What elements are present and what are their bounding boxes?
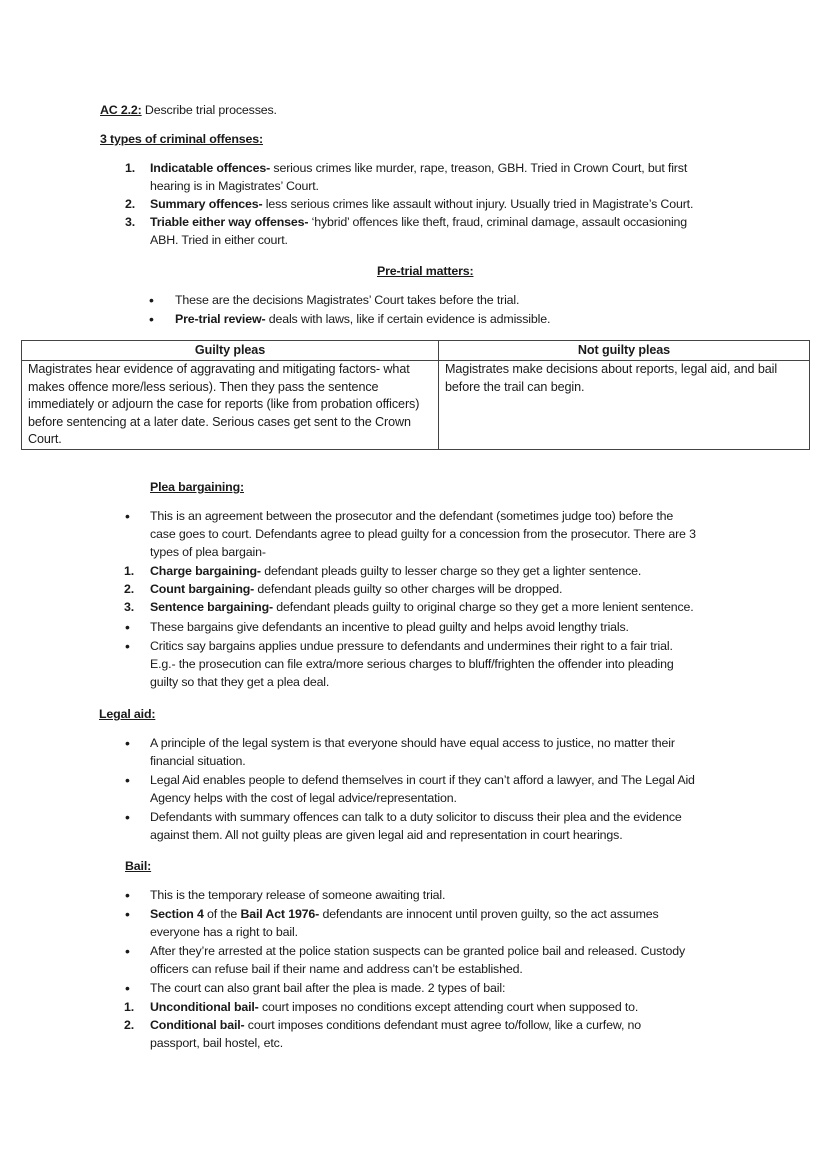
list-number: 2. [124, 1018, 135, 1032]
term: Section 4 [150, 907, 204, 921]
list-item [150, 195, 693, 213]
list-number: 2. [124, 582, 135, 596]
ac-heading [100, 101, 277, 119]
list-item-cont: E.g.- the prosecution can file extra/more serious charges to bluff/frighten the offender into pleading [150, 657, 674, 671]
term: Bail Act 1976- [240, 907, 320, 921]
list-item [150, 598, 694, 616]
ac-label: AC 2.2: [100, 103, 142, 117]
list-item-cont: financial situation. [150, 754, 246, 768]
list-item: These are the decisions Magistrates’ Court takes before the trial. [175, 293, 520, 307]
list-item-cont: hearing is in Magistrates’ Court. [150, 179, 319, 193]
legal-aid-heading: Legal aid: [99, 707, 156, 721]
term: Conditional bail- [150, 1018, 245, 1032]
cell-not-guilty: Magistrates make decisions about reports, legal aid, and bail before the trail can begin. [439, 361, 810, 450]
col-header-guilty: Guilty pleas [22, 341, 439, 361]
term: Indicatable offences- [150, 161, 271, 175]
list-number: 1. [124, 564, 135, 578]
bullet-icon: • [125, 638, 130, 654]
ac-text: Describe trial processes. [141, 103, 277, 117]
text: less serious crimes like assault without injury. Usually tried in Magistrate’s Court. [262, 197, 694, 211]
list-item [150, 213, 687, 231]
bullet-icon: • [125, 980, 130, 996]
bullet-icon: • [125, 619, 130, 635]
col-header-not-guilty: Not guilty pleas [439, 341, 810, 361]
plea-bargaining-heading: Plea bargaining: [150, 480, 244, 494]
text: defendant pleads guilty to lesser charge so they get a lighter sentence. [260, 564, 642, 578]
pretrial-heading: Pre-trial matters: [377, 264, 474, 278]
text: deals with laws, like if certain evidence is admissible. [265, 312, 551, 326]
term: Count bargaining- [150, 582, 255, 596]
list-item: A principle of the legal system is that everyone should have equal access to justice, no matter their [150, 736, 675, 750]
list-item [150, 580, 562, 598]
list-number: 3. [125, 215, 136, 229]
bullet-icon: • [125, 809, 130, 825]
list-number: 3. [124, 600, 135, 614]
text: defendant pleads guilty to original charge so they get a more lenient sentence. [273, 600, 694, 614]
list-item: This is an agreement between the prosecutor and the defendant (sometimes judge too) before the [150, 509, 674, 523]
text: defendant pleads guilty so other charges will be dropped. [254, 582, 563, 596]
list-item-cont: against them. All not guilty pleas are given legal aid and representation in court hearings. [150, 828, 623, 842]
list-item: Defendants with summary offences can talk to a duty solicitor to discuss their plea and the evidence [150, 810, 682, 824]
list-item-cont: guilty so that they get a plea deal. [150, 675, 330, 689]
list-item-cont: passport, bail hostel, etc. [150, 1036, 284, 1050]
text: defendants are innocent until proven guilty, so the act assumes [319, 907, 659, 921]
term: Unconditional bail- [150, 1000, 259, 1014]
list-number: 2. [125, 197, 136, 211]
list-item-cont: Agency helps with the cost of legal advice/representation. [150, 791, 457, 805]
list-item-cont: ABH. Tried in either court. [150, 233, 288, 247]
list-item: Critics say bargains applies undue pressure to defendants and undermines their right to a fair trial. [150, 639, 673, 653]
bullet-icon: • [125, 943, 130, 959]
list-item: After they’re arrested at the police station suspects can be granted police bail and released. Custody [150, 944, 686, 958]
list-item-cont: case goes to court. Defendants agree to plead guilty for a concession from the prosecutor. There are 3 [150, 527, 696, 541]
term: Charge bargaining- [150, 564, 261, 578]
bullet-icon: • [125, 772, 130, 788]
bullet-icon: • [125, 887, 130, 903]
list-item-cont: officers can refuse bail if their name and address can’t be established. [150, 962, 523, 976]
bail-heading: Bail: [125, 859, 152, 873]
bullet-icon: • [125, 508, 130, 524]
list-item [150, 562, 641, 580]
list-item [150, 998, 638, 1016]
term: Triable either way offenses- [150, 215, 309, 229]
term: Pre-trial review- [175, 312, 266, 326]
list-item [150, 159, 687, 177]
table-header-row [22, 341, 810, 361]
text: of the [203, 907, 241, 921]
list-item [150, 905, 659, 923]
bullet-icon: • [149, 292, 154, 308]
text: court imposes conditions defendant must agree to/follow, like a curfew, no [244, 1018, 642, 1032]
list-item: This is the temporary release of someone awaiting trial. [150, 888, 446, 902]
bullet-icon: • [125, 735, 130, 751]
list-item: These bargains give defendants an incentive to plead guilty and helps avoid lengthy trials. [150, 620, 629, 634]
list-number: 1. [125, 161, 136, 175]
bullet-icon: • [149, 311, 154, 327]
offences-heading: 3 types of criminal offenses: [100, 132, 263, 146]
term: Summary offences- [150, 197, 263, 211]
list-item: Legal Aid enables people to defend themselves in court if they can’t afford a lawyer, and The Legal Aid [150, 773, 695, 787]
list-item [150, 1016, 641, 1034]
list-number: 1. [124, 1000, 135, 1014]
cell-guilty: Magistrates hear evidence of aggravating and mitigating factors- what makes offence more/less serious). Then they pass the sentence immediately or adjourn the case for reports (like from probation officers) before sentencing at a later date. Serious cases get sent to the Crown Court. [22, 361, 439, 450]
plea-table [21, 340, 810, 450]
bullet-icon: • [125, 906, 130, 922]
term: Sentence bargaining- [150, 600, 273, 614]
list-item [175, 310, 550, 328]
list-item-cont: everyone has a right to bail. [150, 925, 298, 939]
table-row [22, 361, 810, 450]
text: ‘hybrid’ offences like theft, fraud, criminal damage, assault occasioning [308, 215, 688, 229]
list-item-cont: types of plea bargain- [150, 545, 266, 559]
list-item: The court can also grant bail after the plea is made. 2 types of bail: [150, 981, 506, 995]
text: serious crimes like murder, rape, treason, GBH. Tried in Crown Court, but first [270, 161, 688, 175]
text: court imposes no conditions except attending court when supposed to. [258, 1000, 639, 1014]
